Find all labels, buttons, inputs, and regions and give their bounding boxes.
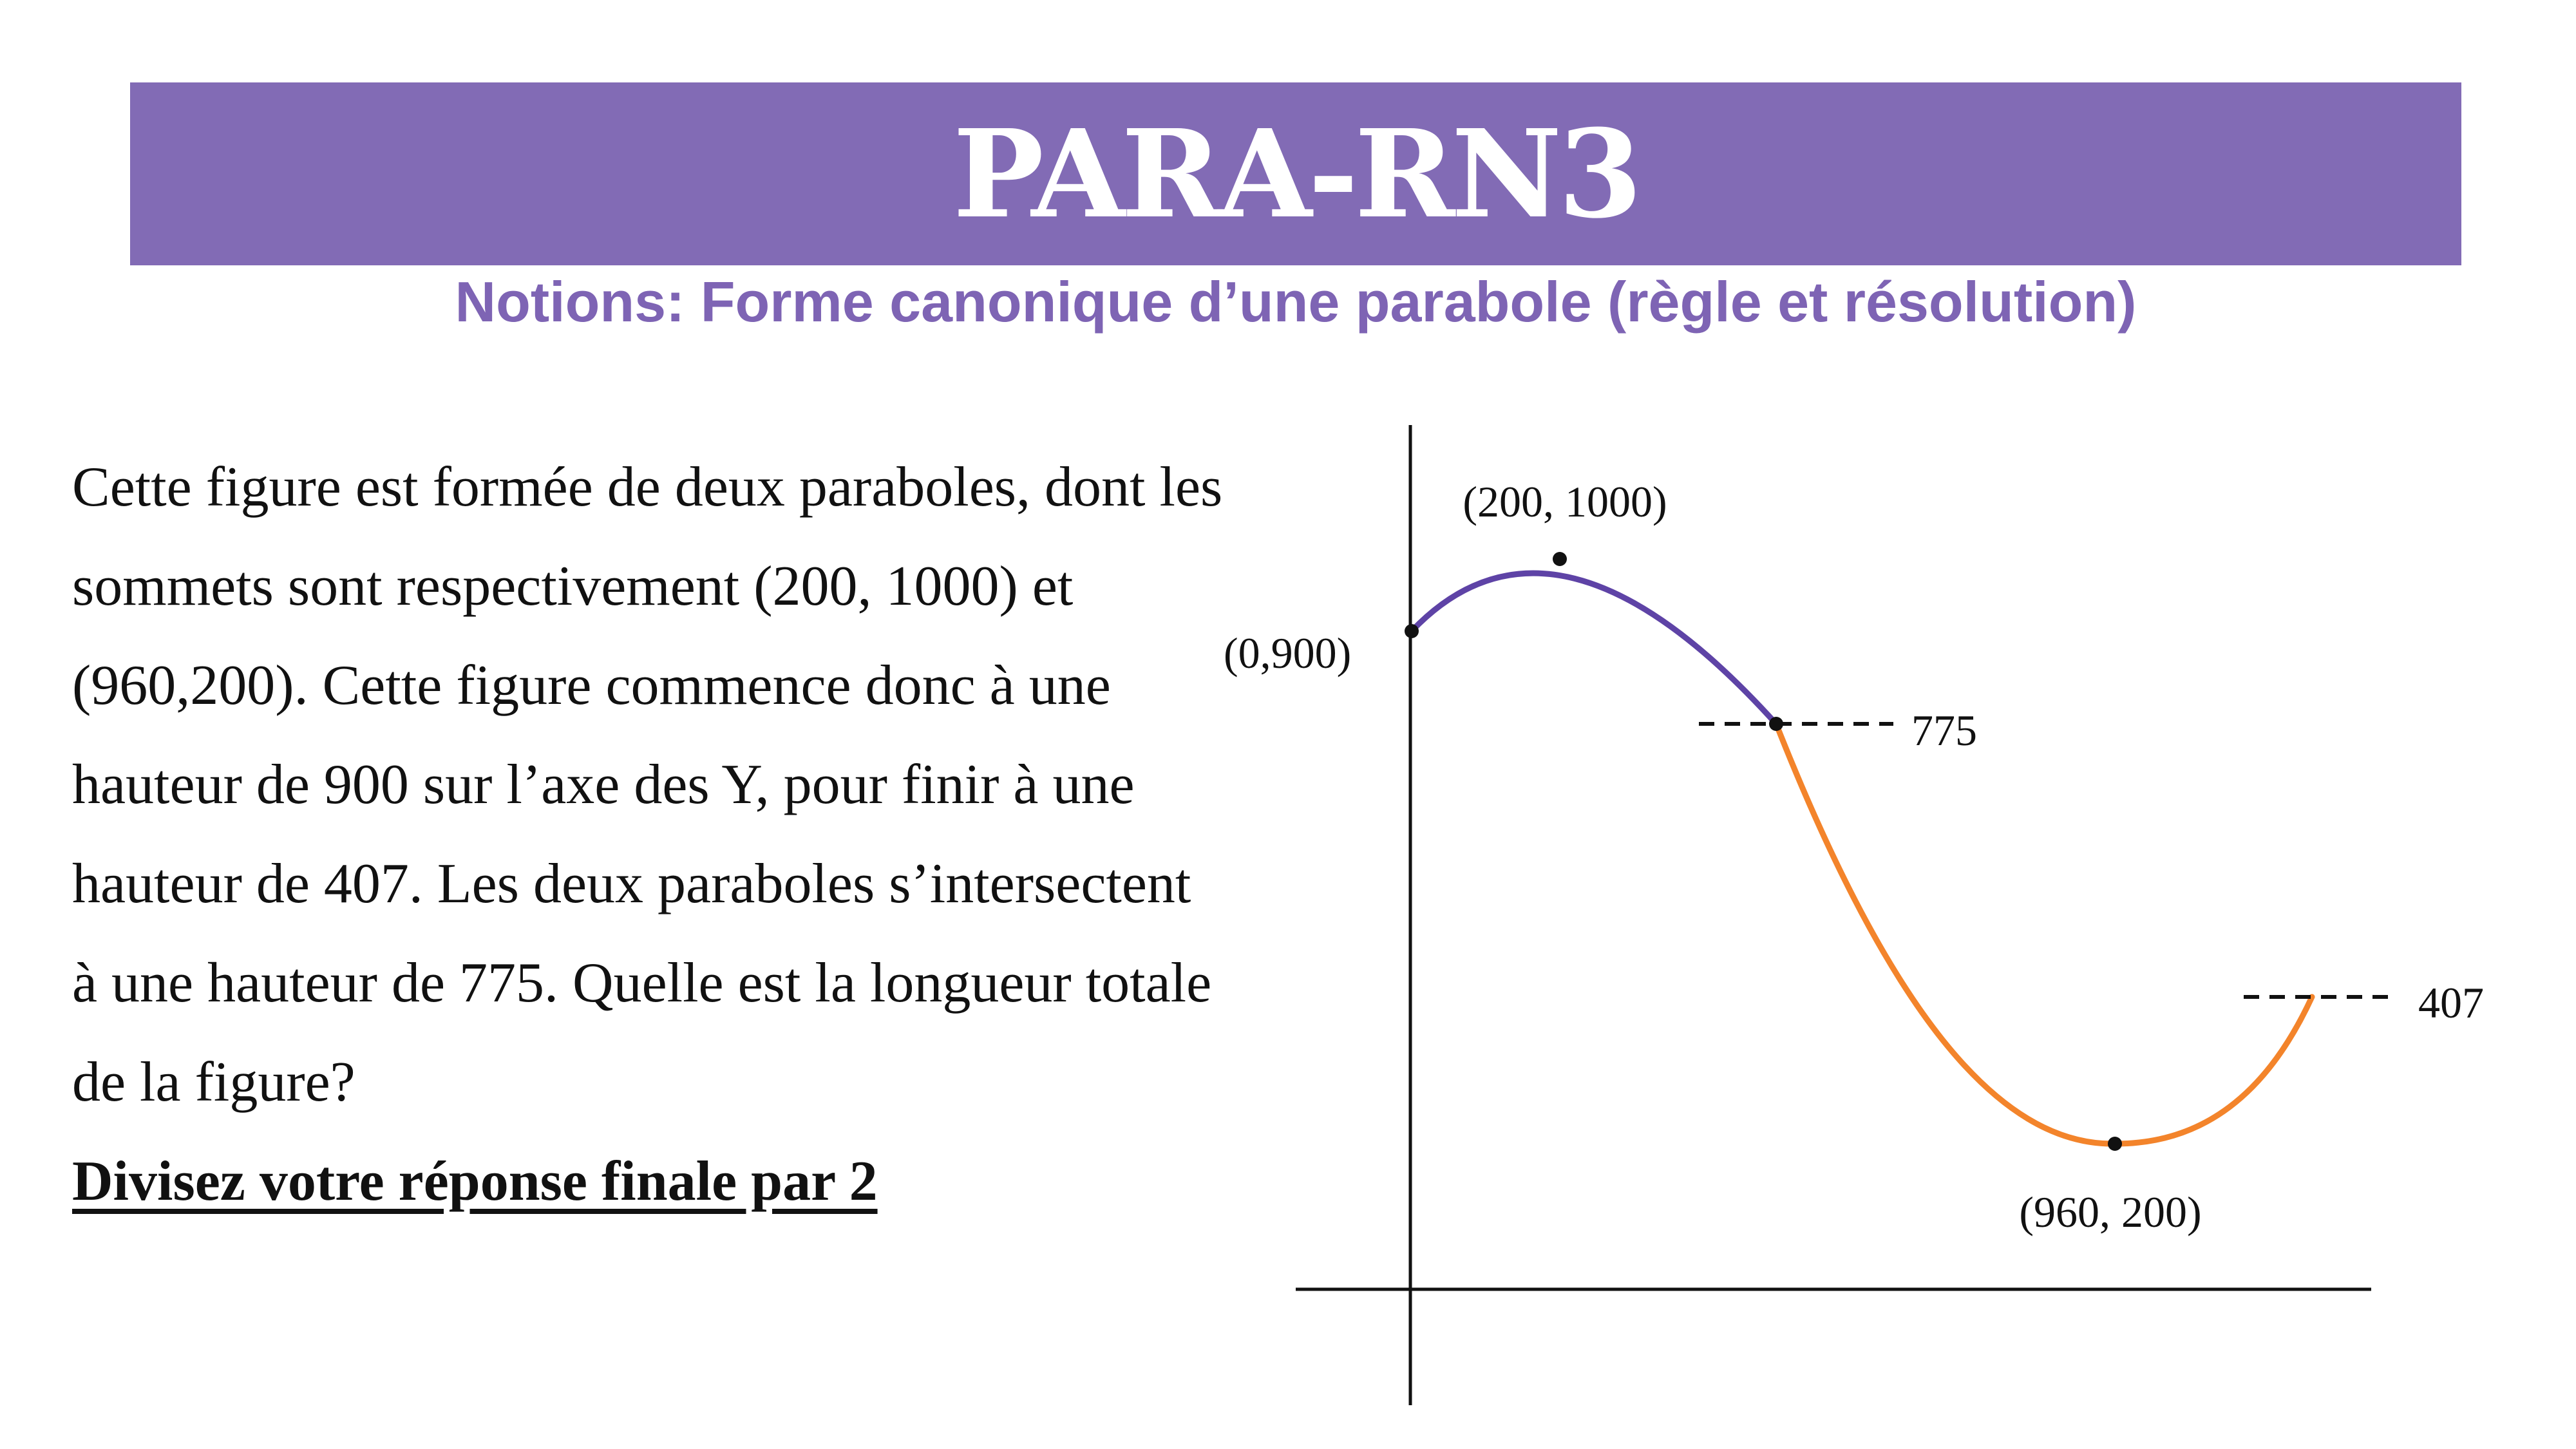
parabola-2-curve	[1776, 724, 2312, 1144]
intersection-label: 775	[1911, 706, 1977, 755]
vertex-1-label: (200, 1000)	[1463, 477, 1667, 526]
start-point	[1405, 624, 1419, 638]
subtitle: Notions: Forme canonique d’une parabole (règle et résolution)	[455, 270, 2137, 334]
intersection-point	[1769, 717, 1783, 731]
end-label: 407	[2418, 978, 2484, 1027]
problem-text: Cette figure est formée de deux paraboles, dont les sommets sont respectivement (200, 1000) et (960,200). Cette figure commence donc à une hauteur de 900 sur l’axe des Y, pour finir à une hauteur de 407. Les deux paraboles s’intersectent à une hauteur de 775. Quelle est la longueur totale de la figure?	[72, 456, 1223, 1113]
vertex-1-point	[1553, 552, 1567, 566]
vertex-2-label: (960, 200)	[2019, 1188, 2202, 1236]
parabola-1-curve	[1412, 573, 1776, 724]
problem-instruction: Divisez votre réponse finale par 2	[72, 1150, 878, 1213]
page-title: PARA-RN3	[952, 102, 1639, 245]
start-label: (0,900)	[1224, 629, 1352, 677]
vertex-2-point	[2108, 1137, 2122, 1151]
